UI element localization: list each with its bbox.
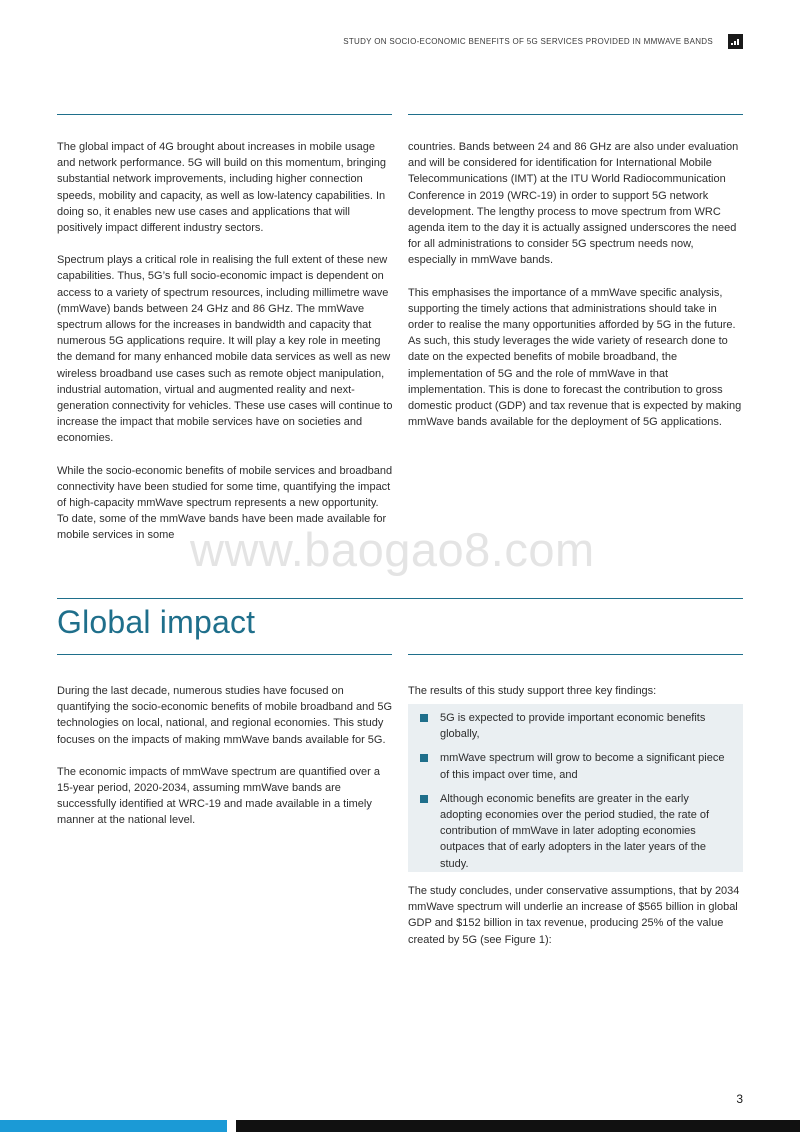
intro-paragraph: This emphasises the importance of a mmWave specific analysis, supporting the timely actions that administrations should take in order to realise the many opportunities afforded by 5G in the future. As such, this study leverages the wide variety of research done to date on the expected benefits of mobile broadband, the implementation of 5G and the role of mmWave in that implementation. This is done to forecast the contribution to gross domestic product (GDP) and tax revenue that is expected by making mmWave bands available for the deployment of 5G applications. <box>408 286 742 429</box>
intro-right-column <box>408 139 744 446</box>
square-bullet-icon <box>420 795 428 803</box>
section-rule-bottom-right <box>408 654 743 655</box>
finding-text: mmWave spectrum will grow to become a significant piece of this impact over time, and <box>440 752 725 781</box>
section-title: Global impact <box>57 604 256 640</box>
gsma-logo-icon <box>728 34 743 49</box>
conclusion-paragraph: The study concludes, under conservative assumptions, that by 2034 mmWave spectrum will underlie an increase of $565 billion in global GDP and $152 billion in tax revenue, producing 25% of the value created by 5G (see Figure 1): <box>408 885 740 946</box>
top-rule-left <box>57 114 392 115</box>
list-item <box>420 791 733 872</box>
running-header: STUDY ON SOCIO-ECONOMIC BENEFITS OF 5G SERVICES PROVIDED IN MMWAVE BANDS <box>343 37 713 46</box>
key-findings-box <box>408 704 743 872</box>
list-item <box>420 750 733 782</box>
finding-text: Although economic benefits are greater in the early adopting economies over the period studied, the rate of contribution of mmWave in later adopting economies outpaces that of early adopters in the later years of the study. <box>440 792 710 870</box>
square-bullet-icon <box>420 754 428 762</box>
watermark: www.baogao8.com <box>190 523 595 576</box>
global-impact-left-column <box>57 683 393 845</box>
body-paragraph: The economic impacts of mmWave spectrum are quantified over a 15-year period, 2020-2034, assuming mmWave bands are successfully identified at WRC-19 and made available in a timely manner at the national level. <box>57 765 381 827</box>
intro-paragraph: The global impact of 4G brought about increases in mobile usage and network performance. 5G will build on this momentum, bringing substantial network improvements, including higher connection speeds, mobility and capacity, as well as low-latency capabilities. In doing so, it enables new use cases and applications that will positively impact different industry sectors. <box>57 141 386 235</box>
intro-left-column <box>57 139 393 560</box>
body-paragraph: During the last decade, numerous studies have focused on quantifying the socio-economic benefits of mobile broadband and 5G technologies on local, national, and regional economies. This study focuses on the impacts of making mmWave bands available for 5G. <box>57 685 393 746</box>
section-rule-bottom-left <box>57 654 392 655</box>
square-bullet-icon <box>420 714 428 722</box>
intro-paragraph: Spectrum plays a critical role in realising the full extent of these new capabilities. Thus, 5G’s full socio-economic impact is dependent on access to a variety of spectrum resources, including millimetre wave (mmWave) bands between 24 GHz and 86 GHz. The mmWave spectrum allows for the increases in bandwidth and capacity that numerous 5G applications require. It will play a key role in meeting the demand for many enhanced mobile data services as well as new wireless broadband use cases such as remote object manipulation, industrial automation, virtual and augmented reality and next-generation connectivity for vehicles. These use cases will continue to increase the impact that mobile services have on societies and economies. <box>57 254 393 445</box>
finding-text: 5G is expected to provide important economic benefits globally, <box>440 712 706 741</box>
page-number: 3 <box>736 1092 743 1106</box>
top-rule-right <box>408 114 743 115</box>
footer-bar-blue <box>0 1120 227 1132</box>
section-rule-top <box>57 598 743 599</box>
findings-intro: The results of this study support three key findings: <box>408 685 657 697</box>
intro-paragraph: While the socio-economic benefits of mobile services and broadband connectivity have been studied for some time, quantifying the impact of high-capacity mmWave spectrum represents a new opportunity. To date, some of the mmWave bands have been made available for mobile services in some <box>57 464 393 542</box>
intro-paragraph: countries. Bands between 24 and 86 GHz are also under evaluation and will be considered for identification for International Mobile Telecommunications (IMT) at the ITU World Radiocommunication Conference in 2019 (WRC-19) in order to support 5G network development. The lengthy process to move spectrum from WRC agenda item to the day it is actually assigned underscores the need for all administrations to consider 5G spectrum needs now, especially in mmWave bands. <box>408 141 739 267</box>
footer-bar-black <box>236 1120 800 1132</box>
list-item <box>420 710 733 742</box>
